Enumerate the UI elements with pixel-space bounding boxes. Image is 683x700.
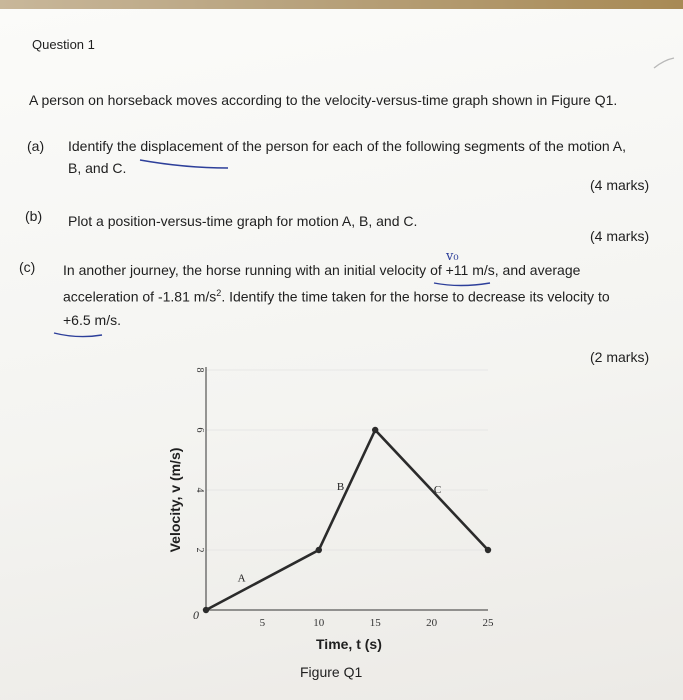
data-point-2 xyxy=(372,427,378,433)
handwritten-v0: v₀ xyxy=(446,249,459,264)
x-axis-label: Time, t (s) xyxy=(316,636,382,652)
question-heading: Question 1 xyxy=(32,37,95,52)
question-intro: A person on horseback moves according to the velocity-versus-time graph shown in Figure Q1. xyxy=(29,92,618,108)
x-tick-label-3: 15 xyxy=(369,617,381,629)
data-point-1 xyxy=(316,547,322,553)
underline-displacement xyxy=(140,160,228,168)
part-b-label: (b) xyxy=(25,208,43,224)
x-tick-label-4: 20 xyxy=(426,617,438,629)
y-tick-label-0: 2 xyxy=(194,547,205,553)
part-a-line2: B, and C. xyxy=(68,160,127,176)
velocity-time-chart xyxy=(150,355,530,655)
part-a-label: (a) xyxy=(27,138,45,154)
part-a-marks: (4 marks) xyxy=(590,177,650,193)
x-tick-label-2: 10 xyxy=(313,617,325,629)
y-tick-label-3: 8 xyxy=(194,367,205,373)
x-tick-label-0: 0 xyxy=(193,608,199,622)
y-tick-label-2: 6 xyxy=(194,427,205,433)
part-b-line1: Plot a position-versus-time graph for motion A, B, and C. xyxy=(68,213,418,229)
part-b-marks: (4 marks) xyxy=(590,228,650,244)
part-c-marks: (2 marks) xyxy=(590,349,650,365)
part-c-line1: In another journey, the horse running with an initial velocity of +11 m/s, and average xyxy=(63,262,581,278)
segment-label-b: B xyxy=(336,481,345,493)
part-a-line1: Identify the displacement of the person for each of the following segments of the motion A, xyxy=(68,138,626,154)
data-point-3 xyxy=(485,547,491,553)
pencil-mark xyxy=(654,58,674,68)
underline-target-speed xyxy=(54,333,102,337)
part-c-line3: +6.5 m/s. xyxy=(63,312,121,328)
y-tick-label-1: 4 xyxy=(194,487,205,493)
part-c-line2: acceleration of -1.81 $m/s^2$. Identify the time taken for the horse to decrease its velocity to xyxy=(63,288,610,305)
series-line xyxy=(206,430,488,610)
y-axis-label: Velocity, v (m/s) xyxy=(167,447,183,553)
figure-caption: Figure Q1 xyxy=(300,664,363,680)
x-tick-label-1: 5 xyxy=(259,617,266,629)
data-point-0 xyxy=(203,607,209,613)
x-tick-label-5: 25 xyxy=(482,617,494,629)
underline-velocity xyxy=(434,283,490,286)
segment-label-a: A xyxy=(237,572,246,585)
segment-label-c: C xyxy=(433,484,442,496)
part-c-label: (c) xyxy=(19,259,36,275)
